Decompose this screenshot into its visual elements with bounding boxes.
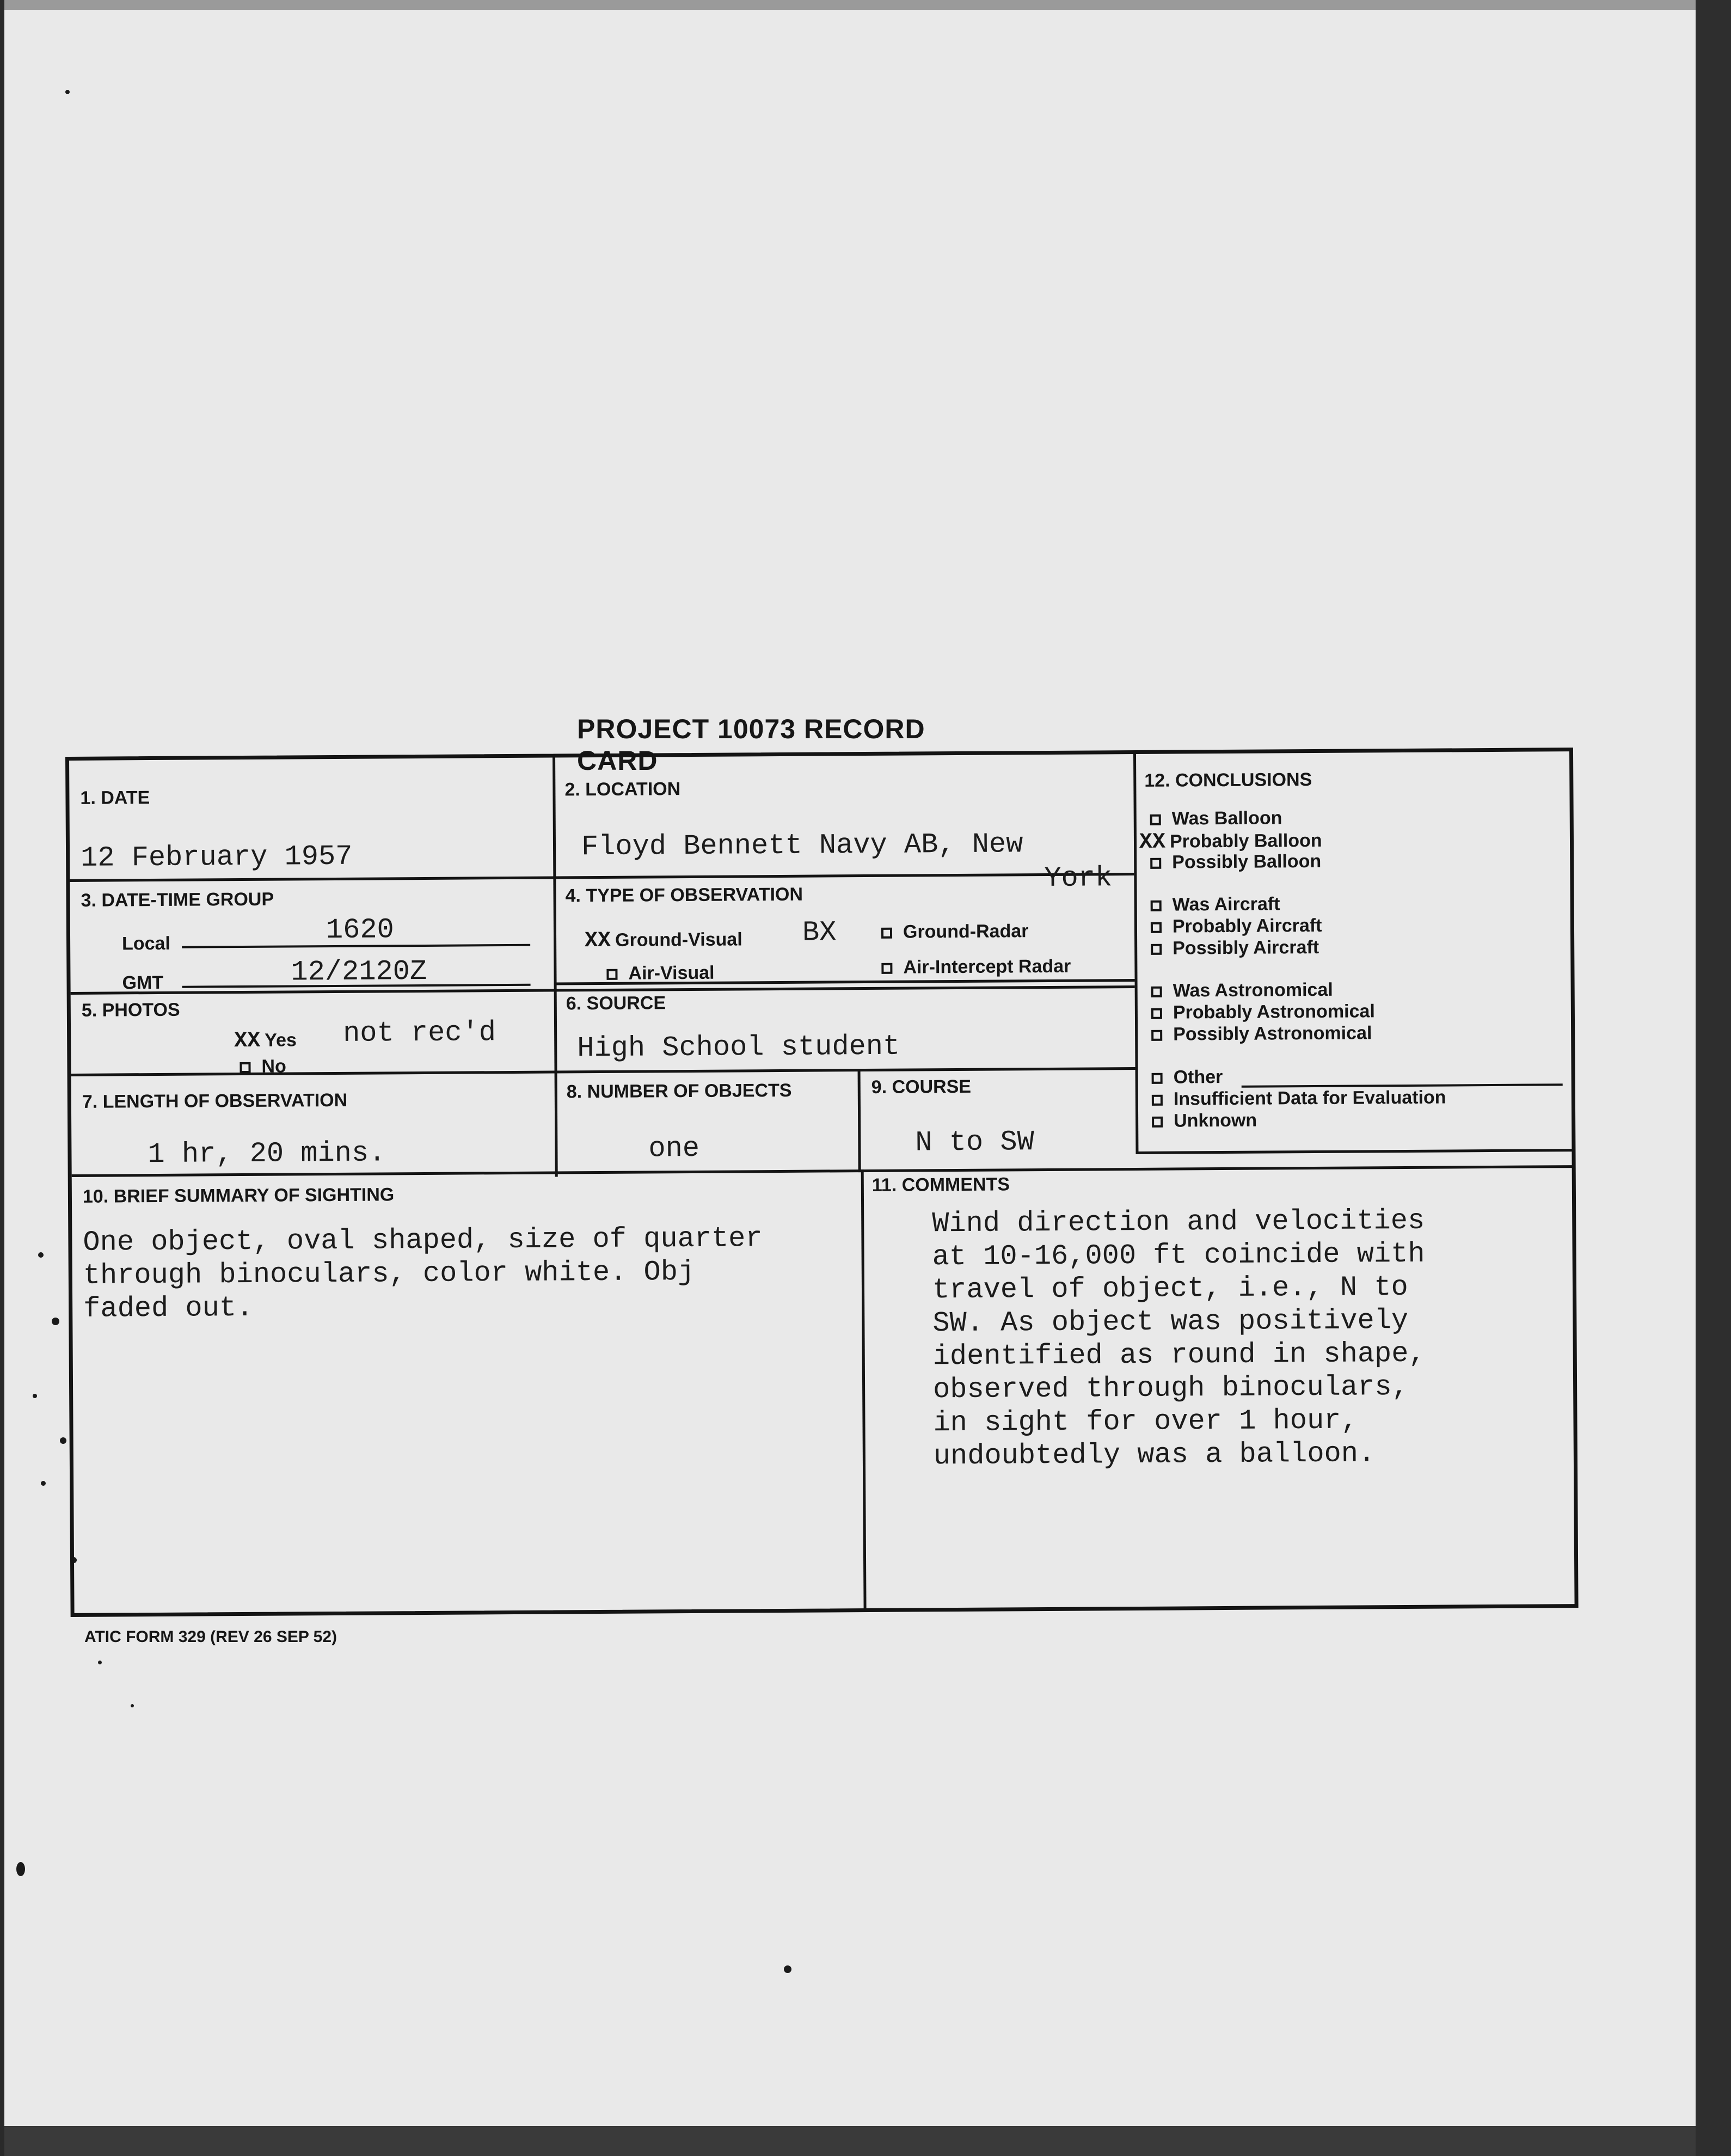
location-value-line1: Floyd Bennett Navy AB, New — [581, 828, 1023, 863]
option-probably-astronomical[interactable] — [1151, 1001, 1375, 1024]
checkbox-icon — [606, 969, 617, 980]
ground-visual-label: Ground-Visual — [615, 929, 742, 951]
length-of-observation-value: 1 hr, 20 mins. — [148, 1137, 386, 1171]
ground-visual-mark: XX — [584, 928, 611, 954]
option-was-aircraft[interactable] — [1151, 893, 1280, 915]
checkbox-icon — [1151, 1030, 1162, 1041]
option-photos-no[interactable] — [240, 1056, 286, 1078]
card-title: PROJECT 10073 RECORD CARD — [577, 714, 925, 776]
option-ground-radar[interactable] — [881, 921, 1029, 943]
option-possibly-aircraft[interactable] — [1151, 937, 1319, 959]
option-air-visual[interactable] — [606, 963, 714, 984]
option-was-balloon[interactable] — [1150, 807, 1282, 829]
length-of-observation-label: 7. LENGTH OF OBSERVATION — [82, 1089, 348, 1112]
type-typed-note: BX — [802, 916, 837, 949]
checkbox-icon — [1152, 1117, 1163, 1128]
gmt-label: GMT — [122, 972, 164, 994]
checkbox-icon — [1151, 1008, 1162, 1019]
insufficient-data-label: Insufficient Data for Evaluation — [1173, 1087, 1446, 1110]
checkbox-icon — [881, 963, 892, 974]
brief-summary-text: One object, oval shaped, size of quarter through binoculars, color white. Obj faded out. — [83, 1222, 763, 1325]
date-value: 12 February 1957 — [80, 840, 353, 874]
source-label: 6. SOURCE — [566, 993, 666, 1014]
option-photos-yes[interactable] — [234, 1028, 297, 1054]
option-ground-visual[interactable] — [585, 928, 742, 953]
gmt-value: 12/2120Z — [291, 955, 427, 989]
possibly-astronomical-label: Possibly Astronomical — [1173, 1022, 1372, 1045]
checkbox-icon — [1151, 987, 1162, 997]
option-was-astronomical[interactable] — [1151, 979, 1333, 1002]
form-id: ATIC FORM 329 (REV 26 SEP 52) — [84, 1628, 337, 1646]
checkbox-icon — [240, 1062, 250, 1073]
other-label: Other — [1173, 1067, 1223, 1088]
brief-summary-label: 10. BRIEF SUMMARY OF SIGHTING — [82, 1184, 395, 1207]
photos-yes-mark: XX — [234, 1028, 261, 1054]
comments-label: 11. COMMENTS — [871, 1174, 1010, 1196]
number-of-objects-value: one — [648, 1132, 700, 1165]
photos-typed-note: not rec'd — [342, 1016, 496, 1050]
course-label: 9. COURSE — [871, 1076, 972, 1098]
course-value: N to SW — [915, 1126, 1034, 1159]
photos-label: 5. PHOTOS — [81, 999, 180, 1021]
local-label: Local — [121, 933, 171, 954]
photo-edge-left — [0, 0, 4, 2156]
probably-balloon-label: Probably Balloon — [1169, 830, 1322, 852]
option-probably-aircraft[interactable] — [1151, 915, 1322, 938]
option-possibly-balloon[interactable] — [1150, 851, 1321, 873]
checkbox-icon — [1152, 1073, 1163, 1084]
option-insufficient-data[interactable] — [1152, 1087, 1446, 1110]
location-value-line2: York — [1044, 862, 1113, 895]
air-intercept-label: Air-Intercept Radar — [903, 955, 1071, 978]
photo-edge-bottom — [0, 2126, 1731, 2156]
checkbox-icon — [1151, 922, 1162, 933]
air-visual-label: Air-Visual — [628, 962, 715, 984]
probably-astronomical-label: Probably Astronomical — [1173, 1001, 1375, 1023]
conclusions-label: 12. CONCLUSIONS — [1144, 769, 1312, 791]
ground-radar-label: Ground-Radar — [903, 921, 1029, 942]
probably-balloon-mark: XX — [1139, 830, 1166, 855]
option-other[interactable] — [1152, 1067, 1223, 1088]
was-aircraft-label: Was Aircraft — [1172, 893, 1280, 915]
record-card — [65, 748, 1579, 1617]
photo-edge-top — [0, 0, 1731, 10]
photos-no-label: No — [261, 1056, 286, 1077]
type-of-observation-label: 4. TYPE OF OBSERVATION — [565, 884, 803, 906]
checkbox-icon — [1151, 901, 1162, 911]
checkbox-icon — [1152, 1095, 1163, 1106]
option-unknown[interactable] — [1152, 1110, 1257, 1132]
comments-text: Wind direction and velocities at 10-16,000 ft coincide with travel of object, i.e., N to SW. As object was positively identified as round in shape, observed through binoculars, in sight for over 1 hour, undoubtedly was a balloon. — [932, 1204, 1426, 1473]
checkbox-icon — [1150, 858, 1161, 869]
photos-yes-label: Yes — [265, 1030, 297, 1051]
option-possibly-astronomical[interactable] — [1151, 1022, 1372, 1045]
number-of-objects-label: 8. NUMBER OF OBJECTS — [566, 1080, 792, 1102]
option-air-intercept-radar[interactable] — [881, 956, 1071, 978]
checkbox-icon — [1151, 944, 1162, 955]
possibly-balloon-label: Possibly Balloon — [1172, 850, 1322, 873]
photo-edge-right — [1696, 0, 1731, 2156]
source-value: High School student — [577, 1030, 900, 1065]
local-value: 1620 — [326, 914, 394, 947]
probably-aircraft-label: Probably Aircraft — [1172, 915, 1322, 937]
location-label: 2. LOCATION — [564, 779, 681, 800]
was-astronomical-label: Was Astronomical — [1173, 979, 1333, 1001]
date-time-group-label: 3. DATE-TIME GROUP — [81, 889, 274, 911]
unknown-label: Unknown — [1174, 1110, 1257, 1131]
possibly-aircraft-label: Possibly Aircraft — [1173, 936, 1319, 959]
date-label: 1. DATE — [80, 787, 150, 808]
checkbox-icon — [881, 928, 892, 939]
checkbox-icon — [1150, 814, 1161, 825]
was-balloon-label: Was Balloon — [1171, 807, 1282, 829]
